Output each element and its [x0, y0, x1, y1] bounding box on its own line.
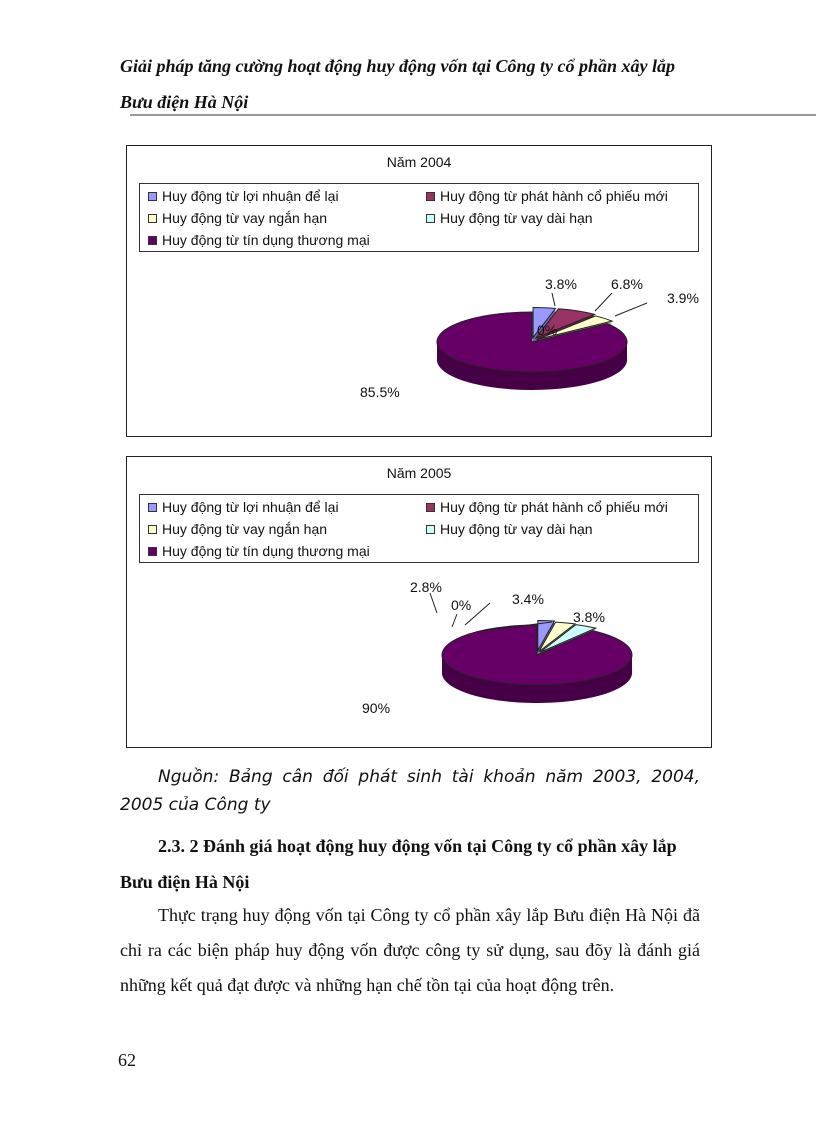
legend-item-short-term-loan: Huy động từ vay ngắn hạn: [148, 521, 327, 537]
header-rule: [130, 114, 816, 116]
data-label: 3.8%: [545, 276, 577, 292]
leader-line: [452, 614, 457, 627]
data-label: 0%: [451, 597, 472, 613]
source-note: Nguồn: Bảng cân đối phát sinh tài khoản năm 2003, 2004, 2005 của Công ty: [120, 767, 700, 815]
data-label: 3.4%: [512, 591, 544, 607]
legend-item-trade-credit: Huy động từ tín dụng thương mại: [148, 232, 370, 248]
leader-line: [595, 293, 612, 311]
header-line-2: Bưu điện Hà Nội: [120, 92, 249, 112]
pie-chart-2005: [126, 456, 712, 748]
section-heading: 2.3. 2 Đánh giá hoạt động huy động vốn tại Công ty cổ phần xây lắp Bưu điện Hà Nội: [120, 836, 677, 892]
body-paragraph: Thực trạng huy động vốn tại Công ty cổ phần xây lắp Bưu điện Hà Nội đã chỉ ra các biện pháp huy động vốn được công ty sử dụng, sau đõy là đánh giá những kết quả đạt được và những hạn chế tồn tại của hoạt động trên.: [120, 905, 700, 995]
data-label: 85.5%: [360, 384, 400, 400]
legend-item-trade-credit: Huy động từ tín dụng thương mại: [148, 543, 370, 559]
legend-item-new-shares: Huy động từ phát hành cổ phiếu mới: [426, 188, 668, 204]
pie-chart-2004: [126, 145, 712, 437]
legend-item-long-term-loan: Huy động từ vay dài hạn: [426, 210, 593, 226]
data-label: 6.8%: [611, 276, 643, 292]
header-line-1: Giải pháp tăng cường hoạt động huy động vốn tại Công ty cổ phần xây lắp: [120, 56, 676, 76]
data-label: 2.8%: [410, 579, 442, 595]
page-number: 62: [118, 1050, 136, 1070]
chart-title: Năm 2004: [386, 154, 452, 170]
leader-line: [552, 293, 555, 306]
legend-item-long-term-loan: Huy động từ vay dài hạn: [426, 521, 593, 537]
legend-item-retained-profit: Huy động từ lợi nhuận để lại: [148, 499, 339, 515]
data-label: 3.8%: [573, 609, 605, 625]
running-header: [120, 48, 720, 120]
legend-item-retained-profit: Huy động từ lợi nhuận để lại: [148, 188, 339, 204]
data-label: 0%: [537, 322, 558, 338]
pie-plot: [127, 457, 711, 747]
legend-item-new-shares: Huy động từ phát hành cổ phiếu mới: [426, 499, 668, 515]
pie-slice: [442, 625, 632, 685]
chart-title: Năm 2005: [386, 465, 452, 481]
leader-line: [615, 303, 647, 316]
legend-item-short-term-loan: Huy động từ vay ngắn hạn: [148, 210, 327, 226]
leader-line: [430, 593, 437, 613]
pie-plot: [127, 146, 711, 436]
data-label: 90%: [362, 700, 391, 716]
data-label: 3.9%: [667, 290, 699, 306]
